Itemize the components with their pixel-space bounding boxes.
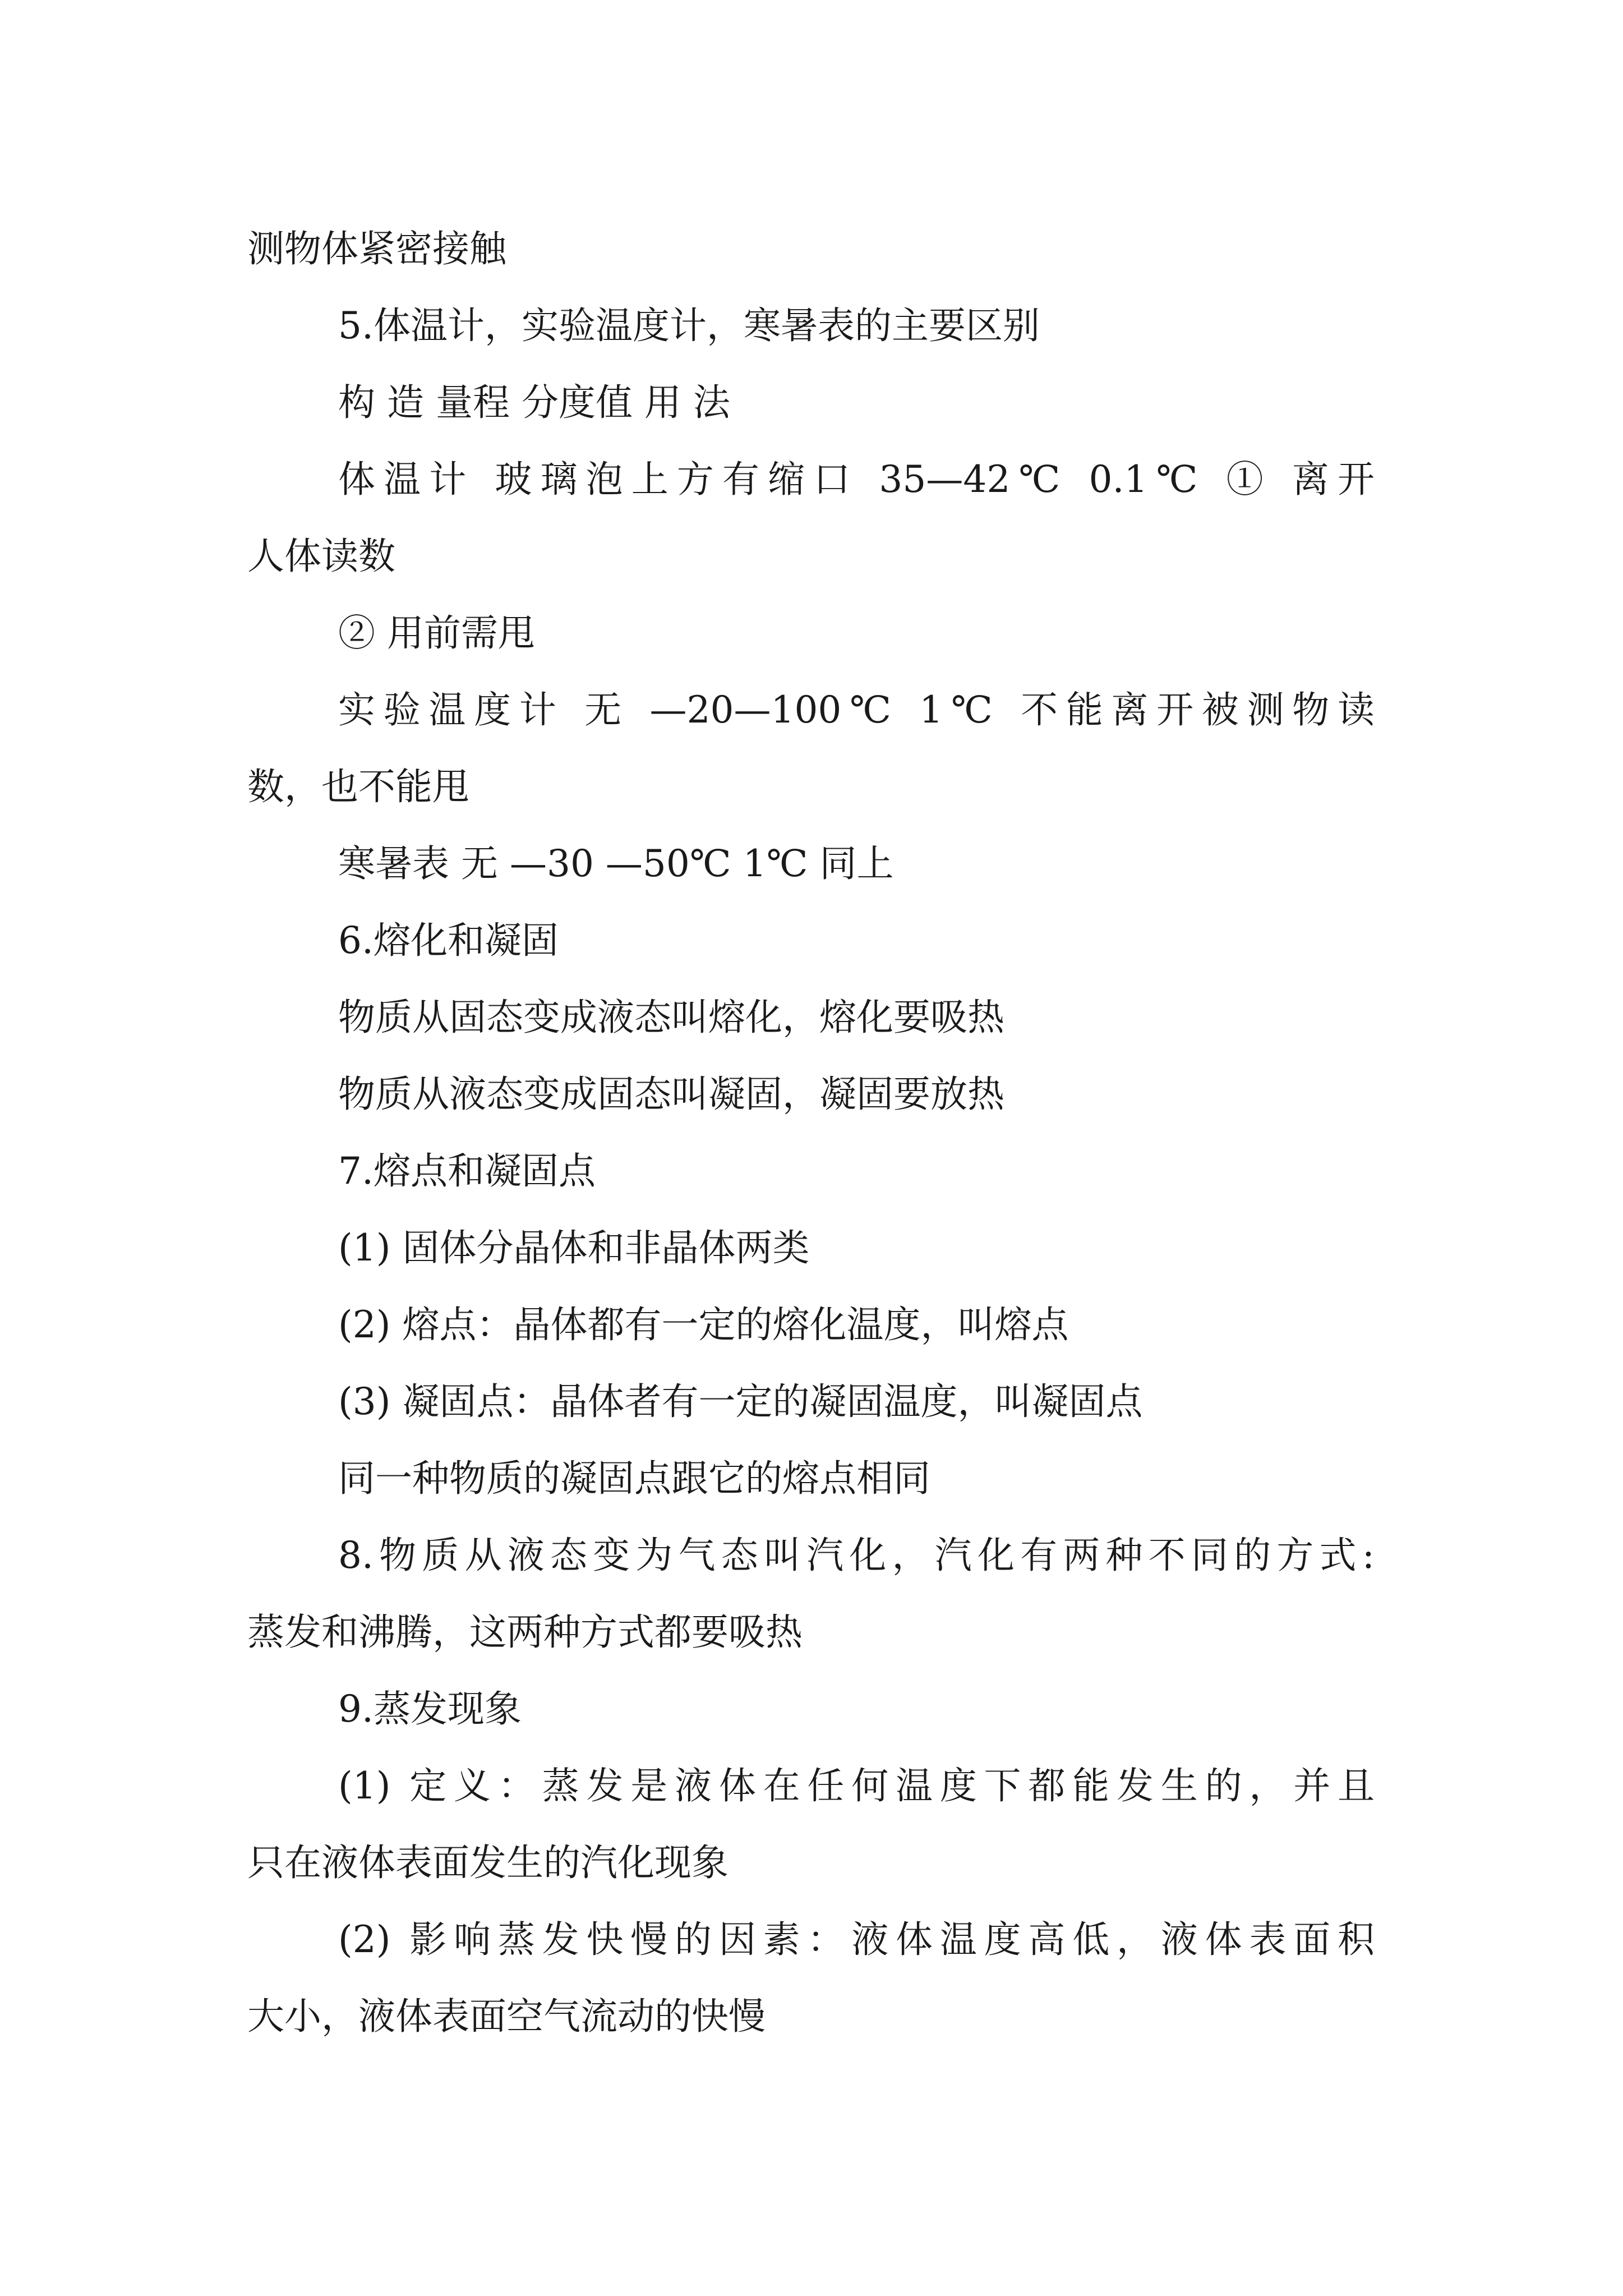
section-heading: 8.物质从液态变为气态叫汽化，汽化有两种不同的方式: (338, 1534, 1375, 1577)
text-line: 人体读数 (247, 535, 395, 578)
section-heading: 9.蒸发现象 (338, 1687, 522, 1731)
text-line: 体温计 玻璃泡上方有缩口 35—42℃ 0.1℃ ① 离开 (338, 458, 1375, 501)
section-heading: 5.体温计，实验温度计，寒暑表的主要区别 (338, 304, 1040, 347)
section-heading: 7.熔点和凝固点 (338, 1149, 596, 1193)
document-body (247, 210, 1375, 2055)
section-heading: 6.熔化和凝固 (338, 919, 559, 962)
text-line: 物质从固态变成液态叫熔化，熔化要吸热 (338, 996, 1004, 1039)
text-line: 只在液体表面发生的汽化现象 (247, 1841, 728, 1884)
text-line: 实验温度计 无 —20—100℃ 1℃ 不能离开被测物读 (338, 688, 1375, 731)
list-item: (2) 熔点：晶体都有一定的熔化温度，叫熔点 (338, 1303, 1069, 1346)
text-line: 数，也不能甩 (247, 765, 469, 808)
text-line: 蒸发和沸腾，这两种方式都要吸热 (247, 1611, 803, 1654)
text-line: ② 用前需甩 (338, 611, 535, 655)
list-item: (1) 定义：蒸发是液体在任何温度下都能发生的，并且 (338, 1764, 1375, 1807)
table-header-line: 构 造 量程 分度值 用 法 (338, 381, 730, 424)
text-line: 物质从液态变成固态叫凝固，凝固要放热 (338, 1073, 1004, 1116)
list-item: (1) 固体分晶体和非晶体两类 (338, 1226, 810, 1269)
text-line: 同一种物质的凝固点跟它的熔点相同 (338, 1457, 930, 1500)
text-line: 大小，液体表面空气流动的快慢 (247, 1995, 766, 2038)
list-item: (2) 影响蒸发快慢的因素：液体温度高低，液体表面积 (338, 1918, 1375, 1961)
list-item: (3) 凝固点：晶体者有一定的凝固温度，叫凝固点 (338, 1380, 1143, 1423)
text-line: 寒暑表 无 —30 —50℃ 1℃ 同上 (338, 842, 894, 885)
text-line: 测物体紧密接触 (247, 227, 506, 270)
